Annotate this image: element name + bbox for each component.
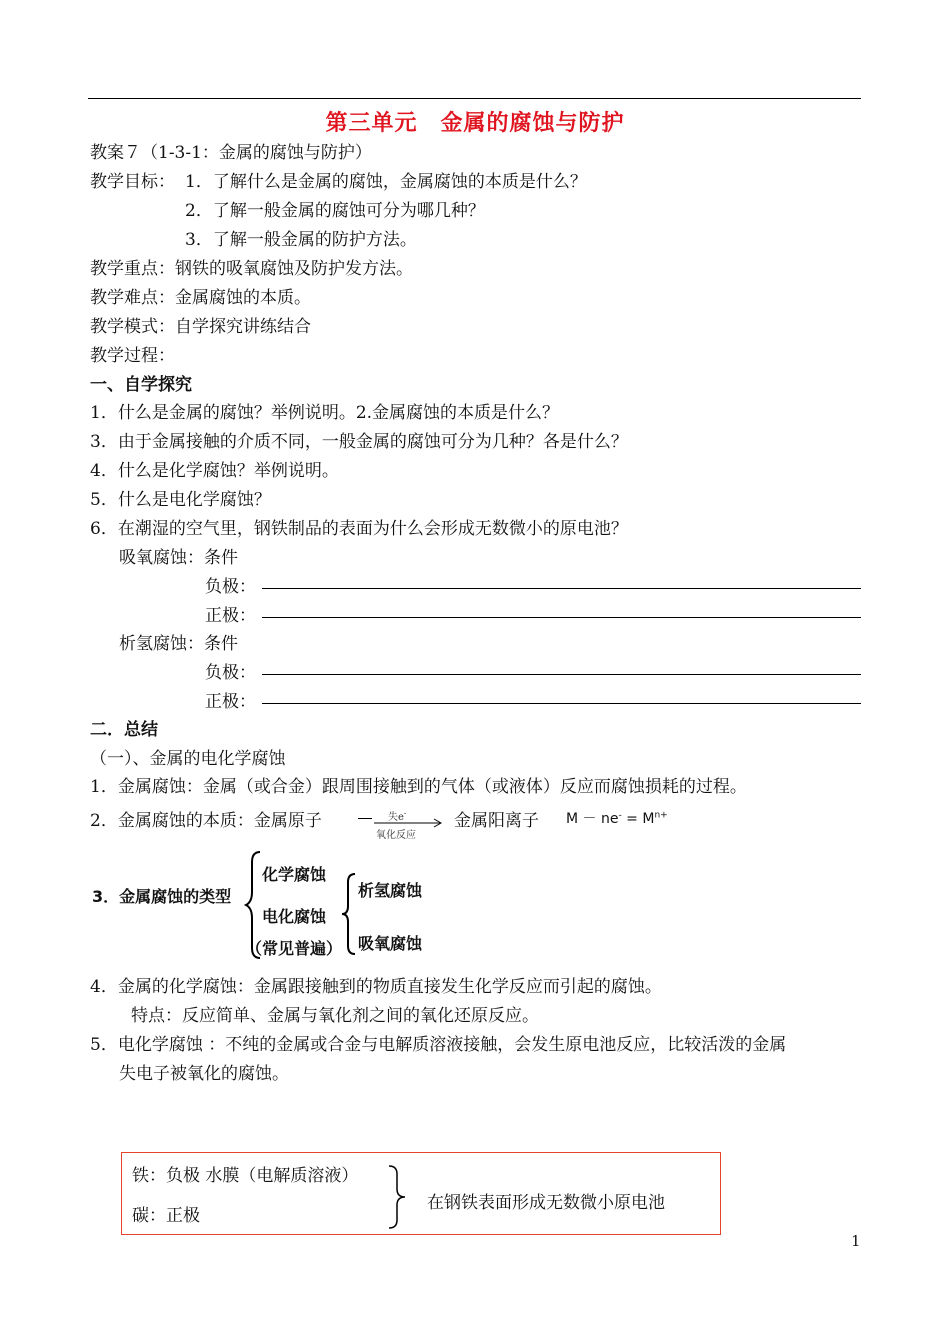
formula-part: = M <box>621 811 655 827</box>
formula-part: M － ne <box>566 811 619 827</box>
summary-p1: 1．金属腐蚀：金属（或合金）跟周围接触到的气体（或液体）反应而腐蚀损耗的过程。 <box>90 777 747 797</box>
process-line: 教学过程： <box>90 346 175 366</box>
question-item: 4．什么是化学腐蚀？举例说明。 <box>90 461 339 481</box>
difficulty-line: 教学难点：金属腐蚀的本质。 <box>90 288 311 308</box>
question-item: 1．什么是金属的腐蚀？举例说明。2.金属腐蚀的本质是什么？ <box>90 403 560 423</box>
oxygen-neg-label: 负极： <box>205 577 256 597</box>
goal-item: 3．了解一般金属的防护方法。 <box>185 230 417 250</box>
summary-p4-feature: 特点：反应简单、金属与氧化剂之间的氧化还原反应。 <box>131 1006 539 1026</box>
summary-p4: 4．金属的化学腐蚀：金属跟接触到的物质直接发生化学反应而引起的腐蚀。 <box>90 977 662 997</box>
section2-heading: 二．总结 <box>90 720 158 740</box>
type-electro: 电化腐蚀 <box>262 907 327 926</box>
summary-p5-cont: 失电子被氧化的腐蚀。 <box>119 1064 289 1084</box>
right-brace-icon <box>340 872 358 956</box>
type-common: （常见普遍） <box>246 939 343 958</box>
dash <box>358 818 372 819</box>
goal-item: 2．了解一般金属的腐蚀可分为哪几种？ <box>185 201 485 221</box>
reaction-arrow-icon <box>374 818 446 828</box>
answer-blank <box>262 674 861 675</box>
type-chemical: 化学腐蚀 <box>262 865 327 884</box>
question-item: 6．在潮湿的空气里，钢铁制品的表面为什么会形成无数微小的原电池？ <box>90 519 628 539</box>
type-oxygen: 吸氧腐蚀 <box>358 934 423 953</box>
box-iron: 铁：负极 水膜（电解质溶液） <box>132 1166 359 1186</box>
answer-blank <box>262 617 861 618</box>
answer-blank <box>262 703 861 704</box>
section1-heading: 一、自学探究 <box>90 375 192 395</box>
hydrogen-neg-label: 负极： <box>205 663 256 683</box>
oxygen-pos-label: 正极： <box>205 606 256 626</box>
formula-sup: - <box>618 810 622 821</box>
box-brace-icon <box>386 1164 408 1230</box>
header-rule <box>88 98 861 99</box>
lesson-line: 教案７（1-3-1：金属的腐蚀与防护） <box>90 143 372 163</box>
goals-label: 教学目标： <box>90 172 175 192</box>
box-result: 在钢铁表面形成无数微小原电池 <box>427 1193 665 1213</box>
summary-p5: 5．电化学腐蚀 ：不纯的金属或合金与电解质溶液接触，会发生原电池反应，比较活泼的金属 <box>90 1035 787 1055</box>
answer-blank <box>262 588 861 589</box>
hydrogen-pos-label: 正极： <box>205 692 256 712</box>
arrow-top-label: 失e- <box>388 809 407 823</box>
essence-middle: 金属阳离子 <box>454 811 539 831</box>
essence-formula <box>566 808 668 828</box>
question-item: 5．什么是电化学腐蚀？ <box>90 490 271 510</box>
goal-item: 1．了解什么是金属的腐蚀，金属腐蚀的本质是什么？ <box>185 172 587 192</box>
focus-line: 教学重点：钢铁的吸氧腐蚀及防护发方法。 <box>90 259 413 279</box>
hydrogen-label: 析氢腐蚀：条件 <box>119 634 238 654</box>
page-title: 第三单元 金属的腐蚀与防护 <box>325 111 625 136</box>
arrow-top-text: 失e <box>388 812 404 823</box>
type-hydrogen: 析氢腐蚀 <box>358 881 423 900</box>
types-label: 3．金属腐蚀的类型 <box>92 887 232 906</box>
essence-prefix: 2．金属腐蚀的本质：金属原子 <box>90 811 322 831</box>
box-carbon: 碳：正极 <box>132 1206 200 1226</box>
arrow-bottom-label: 氧化反应 <box>376 830 416 841</box>
formula-sup: n+ <box>654 810 668 821</box>
page-number: 1 <box>851 1232 861 1250</box>
question-item: 3．由于金属接触的介质不同，一般金属的腐蚀可分为几种？各是什么？ <box>90 432 628 452</box>
mode-line: 教学模式：自学探究讲练结合 <box>90 317 311 337</box>
oxygen-label: 吸氧腐蚀：条件 <box>119 548 238 568</box>
section2-sub: （一）、金属的电化学腐蚀 <box>90 749 286 769</box>
